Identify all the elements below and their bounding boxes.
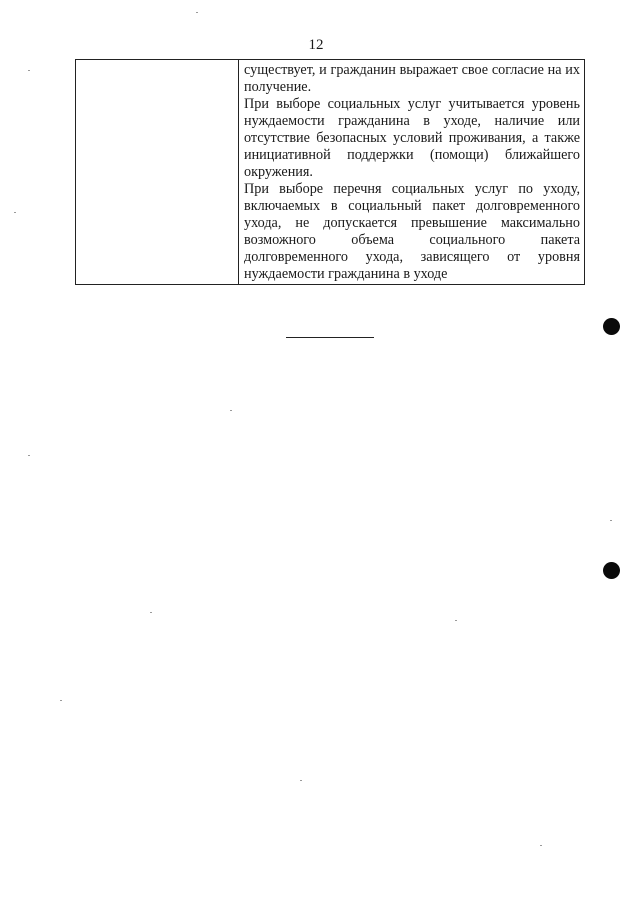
table-right-cell xyxy=(239,60,584,284)
scan-speck xyxy=(150,612,152,613)
scan-speck xyxy=(14,212,16,213)
end-separator-line xyxy=(286,337,374,338)
scan-speck xyxy=(610,520,612,521)
scan-speck xyxy=(28,70,30,71)
paragraph-selection-criteria: При выборе социальных услуг учитывается уровень нуждаемости гражданина в уходе, наличие или отсутствие безопасных условий проживания, а также инициативной поддержки (помощи) ближайшего окружения. xyxy=(244,96,580,180)
content-table xyxy=(75,59,585,285)
paragraph-care-package-limit: При выборе перечня социальных услуг по уходу, включаемых в социальный пакет долговременного ухода, не допускается превышение максимально возможного объема социального пакета долговременного ухода, зависящего от уровня нуждаемости гражданина в уходе xyxy=(244,181,580,282)
scan-speck xyxy=(196,12,198,13)
scan-speck xyxy=(230,410,232,411)
paragraph-continuation: существует, и гражданин выражает свое согласие на их получение. xyxy=(244,62,580,95)
scan-speck xyxy=(540,845,542,846)
punch-hole-top xyxy=(603,318,620,335)
page-number: 12 xyxy=(308,37,324,53)
punch-hole-bottom xyxy=(603,562,620,579)
table-left-cell xyxy=(76,60,239,284)
scan-speck xyxy=(60,700,62,701)
scan-speck xyxy=(300,780,302,781)
scan-speck xyxy=(455,620,457,621)
scan-speck xyxy=(28,455,30,456)
